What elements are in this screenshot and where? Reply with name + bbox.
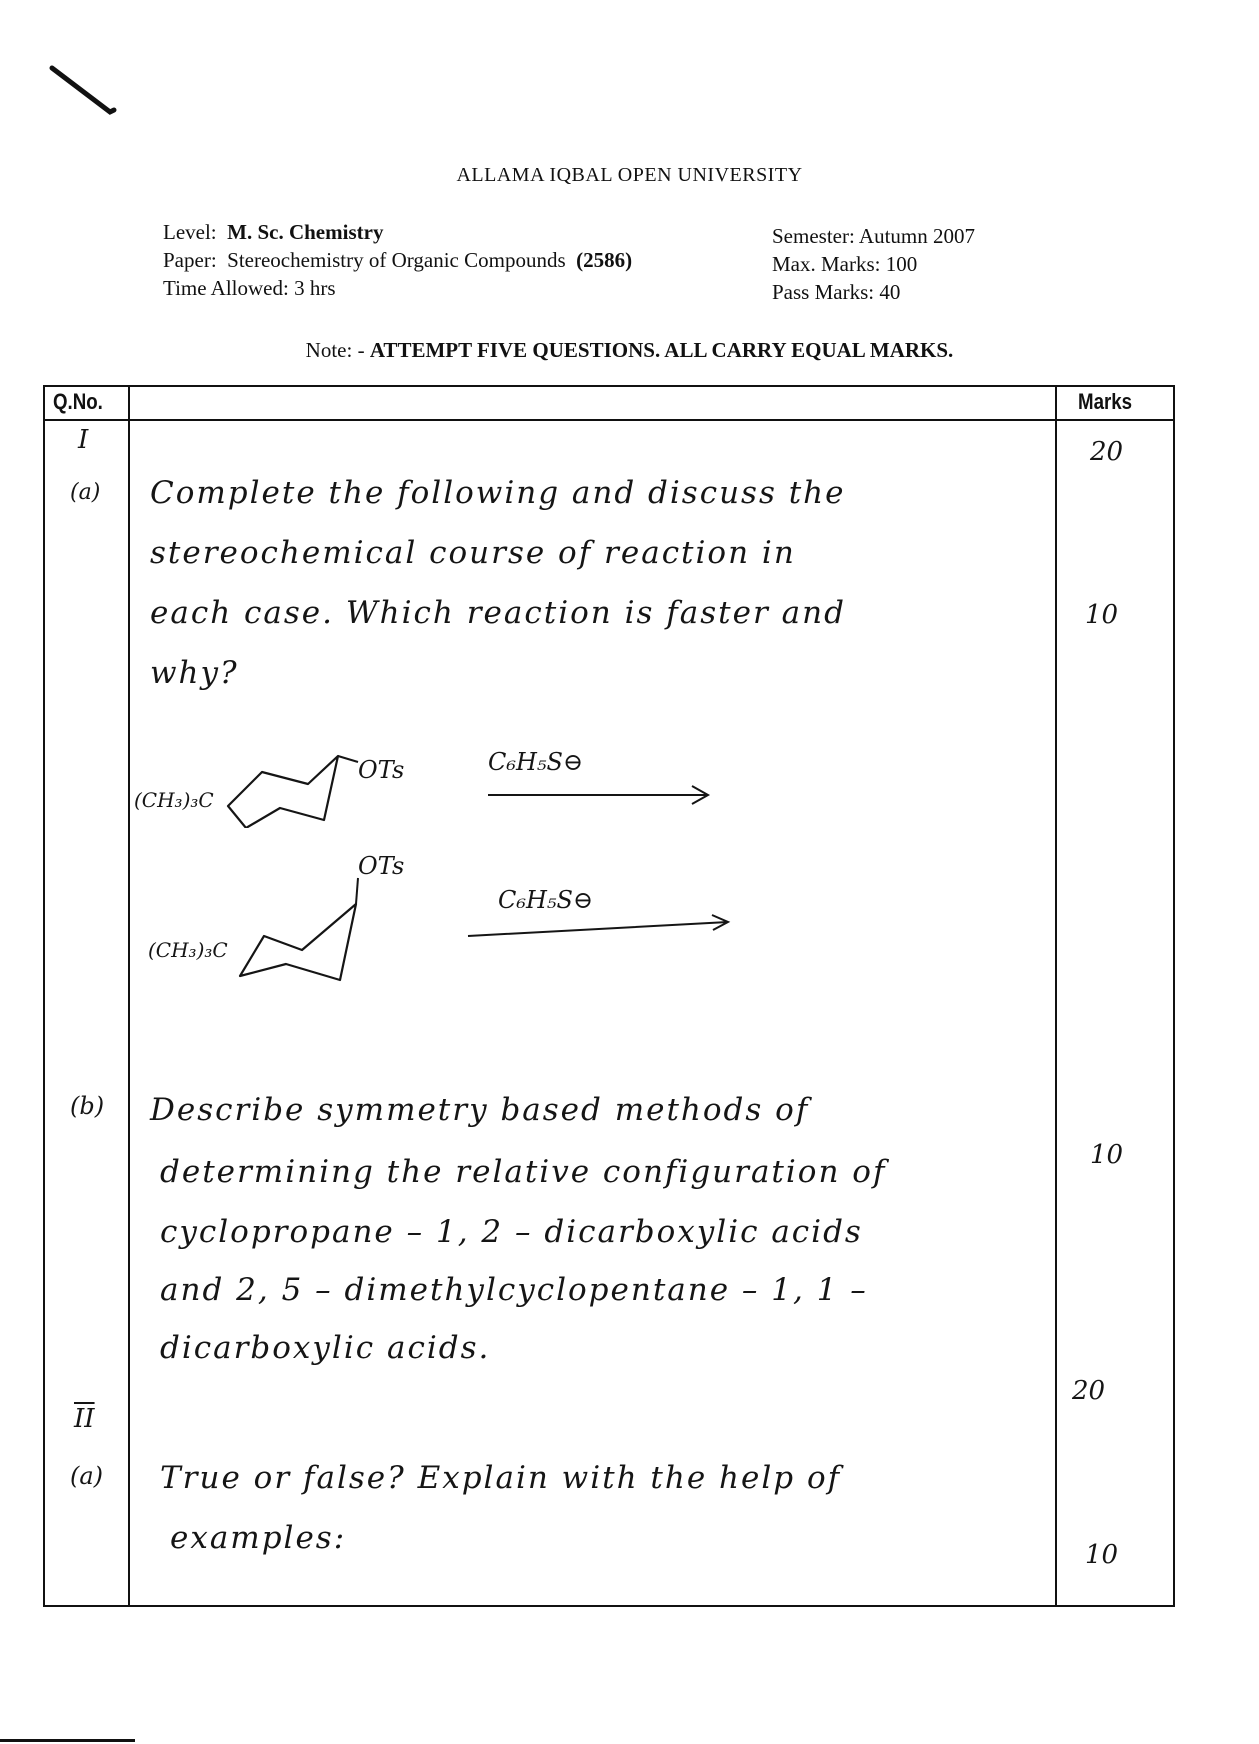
exam-note [0,338,1259,363]
question-1a-line-2: stereochemical course of reaction in [150,535,796,571]
marks-column-header: Marks [1078,389,1133,414]
question-2a-line-2: examples: [170,1520,347,1556]
question-1a-line-3: each case. Which reaction is faster and [150,595,846,631]
note-text: ATTEMPT FIVE QUESTIONS. ALL CARRY EQUAL MARKS. [369,338,954,362]
paper-line [163,246,632,274]
question-1b-line-2: determining the relative configuration of [160,1154,887,1190]
cyclohexane-chair-1-icon [220,748,370,828]
structure-1-reagent: C₆H₅S⊖ [488,748,584,776]
reaction-arrow-1-icon [486,780,716,810]
university-name: ALLAMA IQBAL OPEN UNIVERSITY [456,164,803,186]
page-edge-line [0,1739,135,1742]
header-row-divider [45,419,1173,421]
semester: Semester: Autumn 2007 [772,224,975,248]
marks-column-divider [1055,387,1057,1605]
question-2-number: $\overline{II}$ [74,1404,95,1434]
question-1a-marks: 10 [1085,600,1119,630]
cyclohexane-chair-2-icon [228,876,368,986]
qno-column-divider [128,387,130,1605]
max-marks: Max. Marks: 100 [772,252,918,276]
level-value: M. Sc. Chemistry [227,220,384,244]
note-label: Note: - [305,338,365,362]
question-1-total-marks: 20 [1090,437,1124,467]
reaction-arrow-2-icon [466,908,736,938]
question-2a-marks: 10 [1085,1540,1119,1570]
question-2-total-marks: 20 [1072,1376,1106,1406]
question-2a-label: (a) [70,1462,104,1490]
question-1a-label: (a) [70,480,101,505]
structure-2-substituent: (CH₃)₃C [148,938,228,962]
exam-info-left [163,218,632,302]
structure-2-leaving-group: OTs [358,852,405,880]
structure-1-substituent: (CH₃)₃C [134,788,214,812]
pen-stroke-mark [48,62,118,122]
question-1a-line-4: why? [150,655,239,691]
question-1b-line-3: cyclopropane – 1, 2 – dicarboxylic acids [160,1214,863,1250]
paper-code: (2586) [576,248,633,272]
structure-2-reagent: C₆H₅S⊖ [498,886,594,914]
question-1-number: I [78,425,89,455]
question-1b-line-1: Describe symmetry based methods of [150,1092,810,1128]
paper-label: Paper: [163,248,217,272]
question-2a-line-1: True or false? Explain with the help of [160,1460,842,1496]
question-1b-line-5: dicarboxylic acids. [160,1330,491,1366]
question-1b-line-4: and 2, 5 – dimethylcyclopentane – 1, 1 – [160,1272,868,1308]
paper-value: Stereochemistry of Organic Compounds [227,248,566,272]
level-line [163,218,632,246]
pass-marks: Pass Marks: 40 [772,280,901,304]
qno-column-header: Q.No. [53,389,103,414]
level-label: Level: [163,220,217,244]
exam-info-right [772,222,975,306]
question-1b-marks: 10 [1090,1140,1124,1170]
time-allowed: Time Allowed: 3 hrs [163,276,336,300]
question-1a-line-1: Complete the following and discuss the [150,475,846,511]
question-1b-label: (b) [70,1092,105,1120]
structure-1-leaving-group: OTs [358,756,405,784]
